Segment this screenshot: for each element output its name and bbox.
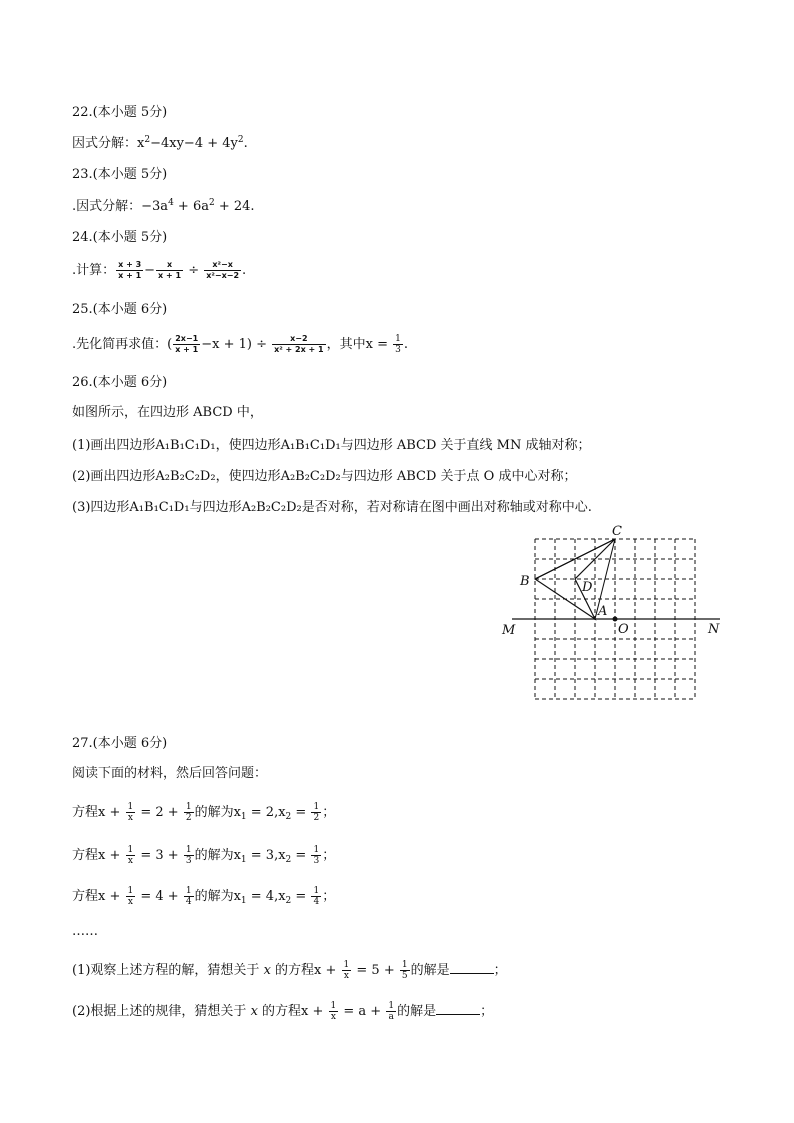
diagonal-bc: [535, 539, 615, 579]
q27-equation-1: 方程x + $\frac{1}{x}$ = 2 + $\frac{1}{2}$ 的解为$x_1 = 2,x_2$ = $\frac{1}{2}$ ；: [72, 802, 336, 823]
label-o: O: [618, 622, 629, 637]
q25-heading: 25.(本小题 6分): [72, 302, 168, 317]
q24-heading: 24.(本小题 5分): [72, 230, 168, 245]
label-a: A: [598, 604, 608, 619]
q24-problem: .计算： $\frac{x + 3}{x + 1}$ − $\frac{x}{x + 1}$ ÷ $\frac{\text{x²−x}}{\text{x²−x−2}}$ .: [72, 260, 247, 280]
q25-problem: .先化简再求值：( $\frac{2x-1}{x + 1}$ −x + 1) ÷ $\frac{x-2}{\text{x² + 2x + 1}}$ ，其中x = $\frac{1}{3}$ .: [72, 334, 408, 355]
q26-part1: (1)画出四边形A₁B₁C₁D₁，使四边形A₁B₁C₁D₁与四边形 ABCD 关于直线 MN 成轴对称；: [72, 438, 591, 453]
q26-heading: 26.(本小题 6分): [72, 375, 168, 390]
label-n: N: [708, 622, 720, 637]
answer-blank-2[interactable]: [436, 1002, 480, 1015]
label-b: B: [520, 574, 530, 589]
point-o: [613, 617, 618, 622]
q23-problem: .因式分解：$-3a^4 + 6a^2 + 24$.: [72, 198, 255, 214]
q23-heading: 23.(本小题 5分): [72, 167, 168, 182]
quadrilateral-grid-figure: [498, 523, 728, 705]
label-m: M: [502, 623, 516, 638]
label-c: C: [612, 524, 622, 539]
q26-intro: 如图所示，在四边形 ABCD 中，: [72, 405, 263, 420]
q22-problem: 因式分解：$x^2-4xy-4 + 4y^2$.: [72, 135, 248, 151]
q27-subquestion-1: (1)观察上述方程的解，猜想关于 x 的方程x + $\frac{1}{x}$ = 5 + $\frac{1}{5}$ 的解是 ；: [72, 960, 507, 981]
q26-part3: (3)四边形A₁B₁C₁D₁与四边形A₂B₂C₂D₂是否对称，若对称请在图中画出对称轴或对称中心.: [72, 500, 592, 515]
q27-heading: 27.(本小题 6分): [72, 736, 168, 751]
q22-heading: 22.(本小题 5分): [72, 105, 168, 120]
q27-intro: 阅读下面的材料，然后回答问题：: [72, 766, 268, 781]
q27-equation-2: 方程x + $\frac{1}{x}$ = 3 + $\frac{1}{3}$ 的解为$x_1 = 3,x_2$ = $\frac{1}{3}$ ；: [72, 845, 336, 866]
answer-blank-1[interactable]: [450, 961, 494, 974]
q27-subquestion-2: (2)根据上述的规律，猜想关于 x 的方程x + $\frac{1}{x}$ = a + $\frac{1}{a}$ 的解是 ；: [72, 1001, 494, 1022]
q27-ellipsis: ……: [72, 924, 98, 939]
label-d: D: [582, 580, 593, 595]
q26-part2: (2)画出四边形A₂B₂C₂D₂，使四边形A₂B₂C₂D₂与四边形 ABCD 关于点 O 成中心对称；: [72, 469, 577, 484]
q27-equation-3: 方程x + $\frac{1}{x}$ = 4 + $\frac{1}{4}$ 的解为$x_1 = 4,x_2$ = $\frac{1}{4}$ ；: [72, 886, 336, 907]
